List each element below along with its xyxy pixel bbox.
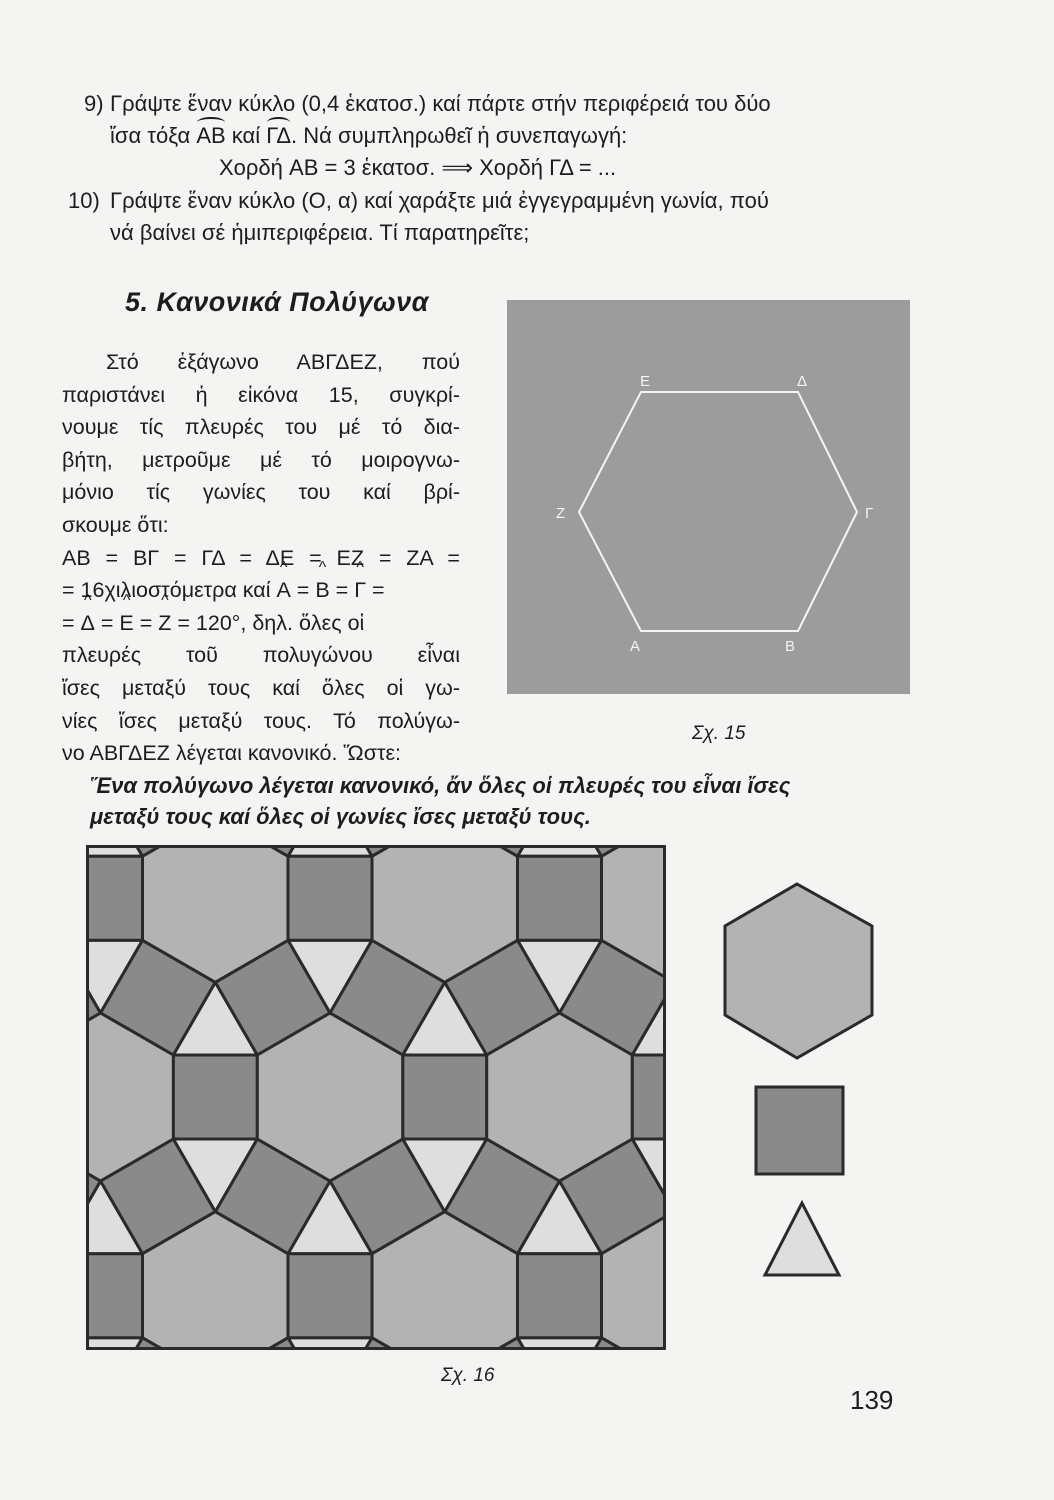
vertex-label-d: Δ (797, 373, 808, 390)
triangle-shape (765, 1203, 839, 1275)
tiling-square (86, 856, 143, 940)
paragraph-line: βήτη, μετροῦμε μέ τό μοιρογνω- (62, 447, 460, 472)
vertex-label-z: Z (556, 505, 566, 522)
paragraph-line: μόνιο τίς γωνίες του καί βρί- (62, 480, 460, 505)
exercise-9 (84, 88, 924, 184)
paragraph-line: Στό ἑξάγωνο ΑΒΓΔΕΖ, πού (106, 350, 460, 374)
arc-ab: AB (196, 120, 225, 152)
section-title: 5. Κανονικά Πολύγωνα (125, 287, 429, 317)
paragraph-line: παριστάνει ἡ εἰκόνα 15, συγκρί- (62, 382, 460, 407)
paragraph-line: ἴσες μεταξύ τους καί ὅλες οἱ γω- (62, 675, 460, 700)
regular-shapes-column (715, 878, 895, 1323)
definition-line: μεταξύ τους καί ὅλες οἱ γωνίες ἴσες μεταξύ τους. (90, 804, 591, 829)
figure-15-caption: Σχ. 15 (692, 723, 746, 744)
exercise-text: νά βαίνει σέ ἡμιπεριφέρεια. Τί παρατηρεῖτε; (110, 220, 530, 245)
angle-equality: = ^ Δ = ^ Ε = ^ Ζ = 120°, δηλ. ὅλες οἱ (62, 607, 460, 640)
section-paragraph (62, 346, 460, 770)
square-shape (756, 1087, 843, 1174)
tiling-square (403, 1055, 487, 1139)
figure-16-tiling-diagram (86, 845, 666, 1350)
vertex-label-b: B (785, 638, 796, 655)
definition (90, 770, 790, 832)
paragraph-line: νουμε τίς πλευρές του μέ τό δια- (62, 415, 460, 440)
paragraph-line: πλευρές τοῦ πολυγώνου εἶναι (62, 643, 460, 668)
side-equality: AB = BΓ = ΓΔ = ΔΕ = ΕΖ = ΖΑ = (62, 545, 460, 570)
hexagon-shape (725, 884, 872, 1058)
arc-gd: ΓΔ (266, 120, 291, 152)
tiling-square (173, 1055, 257, 1139)
exercise-number: 10) (68, 188, 100, 213)
figure-15-hexagon-diagram (507, 300, 910, 694)
angle-equality: = 16χιλιοστόμετρα καί ^ Α = ^ Β = ^ Γ = (62, 574, 460, 607)
exercise-10 (68, 185, 928, 249)
vertex-label-g: Γ (865, 505, 874, 522)
vertex-label-a: A (630, 638, 641, 655)
tiling-square (632, 1055, 666, 1139)
paragraph-line: σκουμε ὅτι: (62, 512, 169, 537)
figure-16-caption: Σχ. 16 (441, 1365, 495, 1386)
tiling-square (288, 1254, 372, 1338)
vertex-label-e: E (640, 373, 651, 390)
exercise-text: Γράψτε ἕναν κύκλο (O, α) καί χαράξτε μιά ἐγγεγραμμένη γωνία, πού (110, 188, 769, 213)
tiling-square (518, 1254, 602, 1338)
paragraph-line: νο ΑΒΓΔΕΖ λέγεται κανονικό. Ὥστε: (62, 741, 402, 766)
tiling-square (288, 856, 372, 940)
definition-line: Ἕνα πολύγωνο λέγεται κανονικό, ἄν ὅλες οἱ πλευρές του εἶναι ἴσες (90, 773, 791, 798)
exercise-number: 9) (84, 91, 104, 116)
tiling-square (518, 856, 602, 940)
exercise-text: Γράψτε ἕναν κύκλο (0,4 ἑκατοσ.) καί πάρτε στήν περιφέρειά του δύο (110, 91, 771, 116)
paragraph-line: νίες ἴσες μεταξύ τους. Τό πολύγω- (62, 708, 460, 733)
exercise-text: ἴσα τόξα AB καί ΓΔ. Νά συμπληρωθεῖ ἡ συνεπαγωγή: (110, 120, 771, 152)
page-number: 139 (850, 1385, 894, 1415)
exercise-implication: Χορδή AB = 3 ἑκατοσ. ⟹ Χορδή ΓΔ = ... (219, 155, 617, 180)
tiling-square (86, 1254, 143, 1338)
